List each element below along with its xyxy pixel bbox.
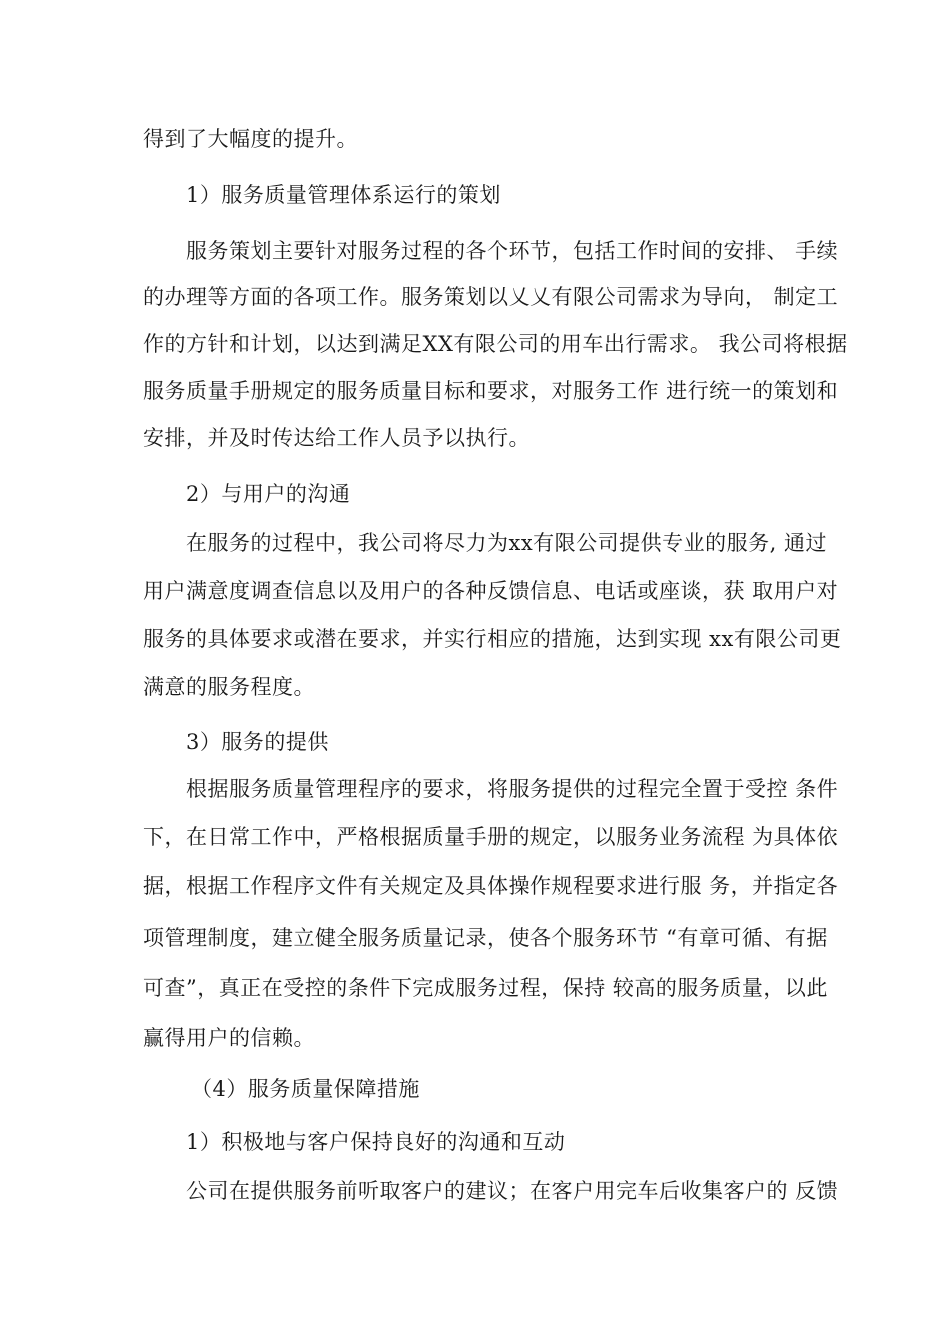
- body-text-line: 下，在日常工作中，严格根据质量手册的规定，以服务业务流程 为具体依: [143, 825, 839, 849]
- body-text-line: 项管理制度，建立健全服务质量记录，使各个服务环节 “有章可循、有据: [143, 926, 828, 950]
- body-text-line: 安排，并及时传达给工作人员予以执行。: [143, 426, 530, 450]
- body-text-line: 得到了大幅度的提升。: [143, 127, 358, 151]
- section-heading: 2）与用户的沟通: [186, 482, 351, 506]
- section-heading: （4）服务质量保障措施: [191, 1077, 420, 1101]
- body-text-line: 服务质量手册规定的服务质量目标和要求，对服务工作 进行统一的策划和: [143, 379, 839, 403]
- paragraph-first-line: 服务策划主要针对服务过程的各个环节，包括工作时间的安排、 手续: [186, 239, 839, 263]
- body-text-line: 用户满意度调查信息以及用户的各种反馈信息、电话或座谈，获 取用户对: [143, 579, 839, 603]
- section-heading: 3）服务的提供: [186, 730, 329, 754]
- paragraph-first-line: 在服务的过程中，我公司将尽力为xx有限公司提供专业的服务, 通过: [186, 531, 828, 555]
- body-text-line: 满意的服务程度。: [143, 675, 315, 699]
- body-text-line: 赢得用户的信赖。: [143, 1026, 315, 1050]
- section-heading: 1）服务质量管理体系运行的策划: [186, 183, 501, 207]
- body-text-line: 服务的具体要求或潜在要求，并实行相应的措施，达到实现 xx有限公司更: [143, 627, 842, 651]
- body-text-line: 作的方针和计划，以达到满足XX有限公司的用车出行需求。 我公司将根据: [143, 332, 848, 356]
- paragraph-first-line: 公司在提供服务前听取客户的建议；在客户用完车后收集客户的 反馈: [186, 1179, 839, 1203]
- body-text-line: 的办理等方面的各项工作。服务策划以乂乂有限公司需求为导向， 制定工: [143, 285, 839, 309]
- body-text-line: 据，根据工作程序文件有关规定及具体操作规程要求进行服 务，并指定各: [143, 874, 839, 898]
- section-heading: 1）积极地与客户保持良好的沟通和互动: [186, 1130, 566, 1154]
- body-text-line: 可查”，真正在受控的条件下完成服务过程，保持 较高的服务质量，以此: [143, 976, 828, 1000]
- paragraph-first-line: 根据服务质量管理程序的要求，将服务提供的过程完全置于受控 条件: [186, 777, 839, 801]
